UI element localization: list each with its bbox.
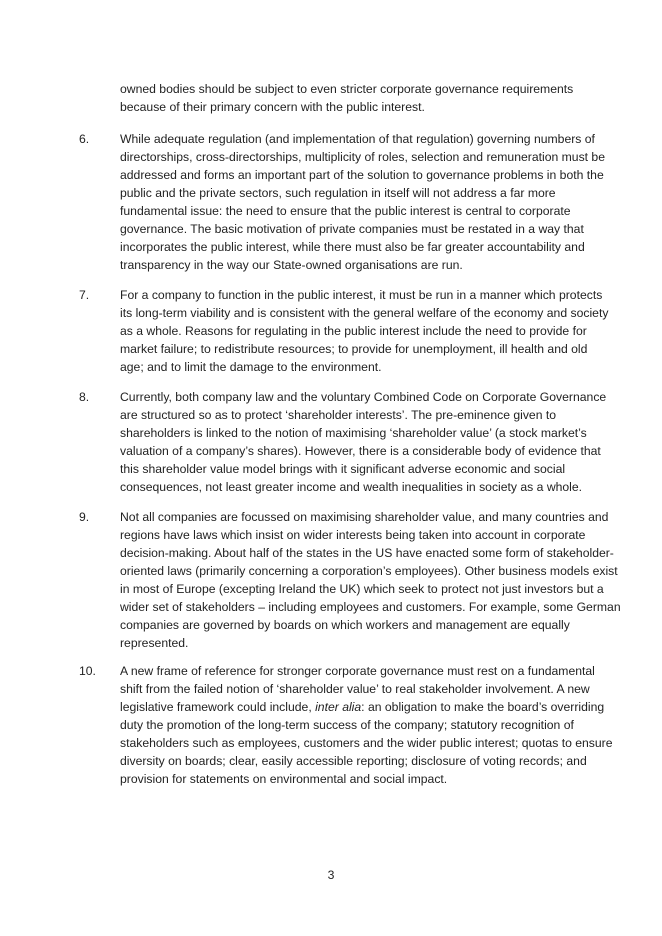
- text-line: fundamental issue: the need to ensure that the public interest is central to corporate: [120, 204, 571, 218]
- paragraph-number: 6.: [79, 132, 90, 146]
- paragraph-number: 7.: [79, 288, 90, 302]
- text-line: For a company to function in the public interest, it must be run in a manner which protects: [120, 288, 603, 302]
- text-line: in most of Europe (excepting Ireland the UK) which seek to protect not just investors but a: [120, 582, 604, 596]
- text-line: decision-making. About half of the states in the US have enacted some form of stakeholder-: [120, 546, 614, 560]
- paragraph-text: [120, 286, 609, 376]
- text-segment: : an obligation to make the board’s overriding: [361, 700, 605, 714]
- text-line: governance. The basic motivation of private companies must be restated in a way that: [120, 222, 584, 236]
- text-line: because of their primary concern with the public interest.: [120, 100, 425, 114]
- text-line: represented.: [120, 636, 189, 650]
- text-line: are structured so as to protect ‘shareholder interests’. The pre-eminence given to: [120, 408, 557, 422]
- text-line: wider set of stakeholders – including employees and customers. For example, some German: [120, 600, 621, 614]
- text-line: regions have laws which insist on wider interests being taken into account in corporate: [120, 528, 586, 542]
- text-line: directorships, cross-directorships, multiplicity of roles, selection and remuneration must be: [120, 150, 605, 164]
- text-line: oriented laws (primarily concerning a corporation’s employees). Other business models exist: [120, 564, 618, 578]
- paragraph-text: [120, 130, 605, 274]
- text-line: public and the private sectors, such regulation in itself will not address a far more: [120, 186, 556, 200]
- text-line: companies are governed by boards on which workers and management are equally: [120, 618, 570, 632]
- text-line: as a whole. Reasons for regulating in the public interest include the need to provide for: [120, 324, 587, 338]
- text-line: stakeholders such as employees, customers and the wider public interest; quotas to ensure: [120, 736, 613, 750]
- text-line: duty the promotion of the long-term success of the company; statutory recognition of: [120, 718, 574, 732]
- text-line: age; and to limit the damage to the environment.: [120, 360, 382, 374]
- paragraph-number: 8.: [79, 390, 90, 404]
- paragraph-number: 10.: [79, 664, 96, 678]
- text-line: incorporates the public interest, while there must also be far greater accountability and: [120, 240, 585, 254]
- text-line: Not all companies are focussed on maximising shareholder value, and many countries and: [120, 510, 609, 524]
- text-line: transparency in the way our State-owned organisations are run.: [120, 258, 463, 272]
- paragraph-text: [120, 388, 607, 496]
- text-line: owned bodies should be subject to even stricter corporate governance requirements: [120, 82, 574, 96]
- text-line: provision for statements on environmental and social impact.: [120, 772, 448, 786]
- text-line: this shareholder value model brings with it significant adverse economic and social: [120, 462, 566, 476]
- paragraph-number: 9.: [79, 510, 90, 524]
- paragraph-text: [120, 508, 621, 652]
- text-line: diversity on boards; clear, easily accessible reporting; disclosure of voting records; and: [120, 754, 587, 768]
- text-line: its long-term viability and is consistent with the general welfare of the economy and society: [120, 306, 609, 320]
- text-line: market failure; to redistribute resources; to provide for unemployment, ill health and old: [120, 342, 588, 356]
- text-segment: legislative framework could include,: [120, 700, 316, 714]
- text-line: addressed and forms an important part of the solution to governance problems in both the: [120, 168, 604, 182]
- paragraph-text: [120, 662, 613, 788]
- text-line: shareholders is linked to the notion of maximising ‘shareholder value’ (a stock market’s: [120, 426, 587, 440]
- text-line-with-italic: [120, 698, 605, 716]
- paragraph-text: [120, 80, 590, 116]
- text-line: Currently, both company law and the voluntary Combined Code on Corporate Governance: [120, 390, 607, 404]
- text-line: While adequate regulation (and implementation of that regulation) governing numbers of: [120, 132, 595, 146]
- page-number: 3: [327, 868, 335, 882]
- text-line: valuation of a company’s shares). However, there is a considerable body of evidence that: [120, 444, 601, 458]
- text-line: consequences, not least greater income and wealth inequalities in society as a whole.: [120, 480, 583, 494]
- text-line: shift from the failed notion of ‘shareholder value’ to real stakeholder involvement. A new: [120, 682, 590, 696]
- italic-term: inter alia: [315, 700, 362, 714]
- text-line: A new frame of reference for stronger corporate governance must rest on a fundamental: [120, 664, 595, 678]
